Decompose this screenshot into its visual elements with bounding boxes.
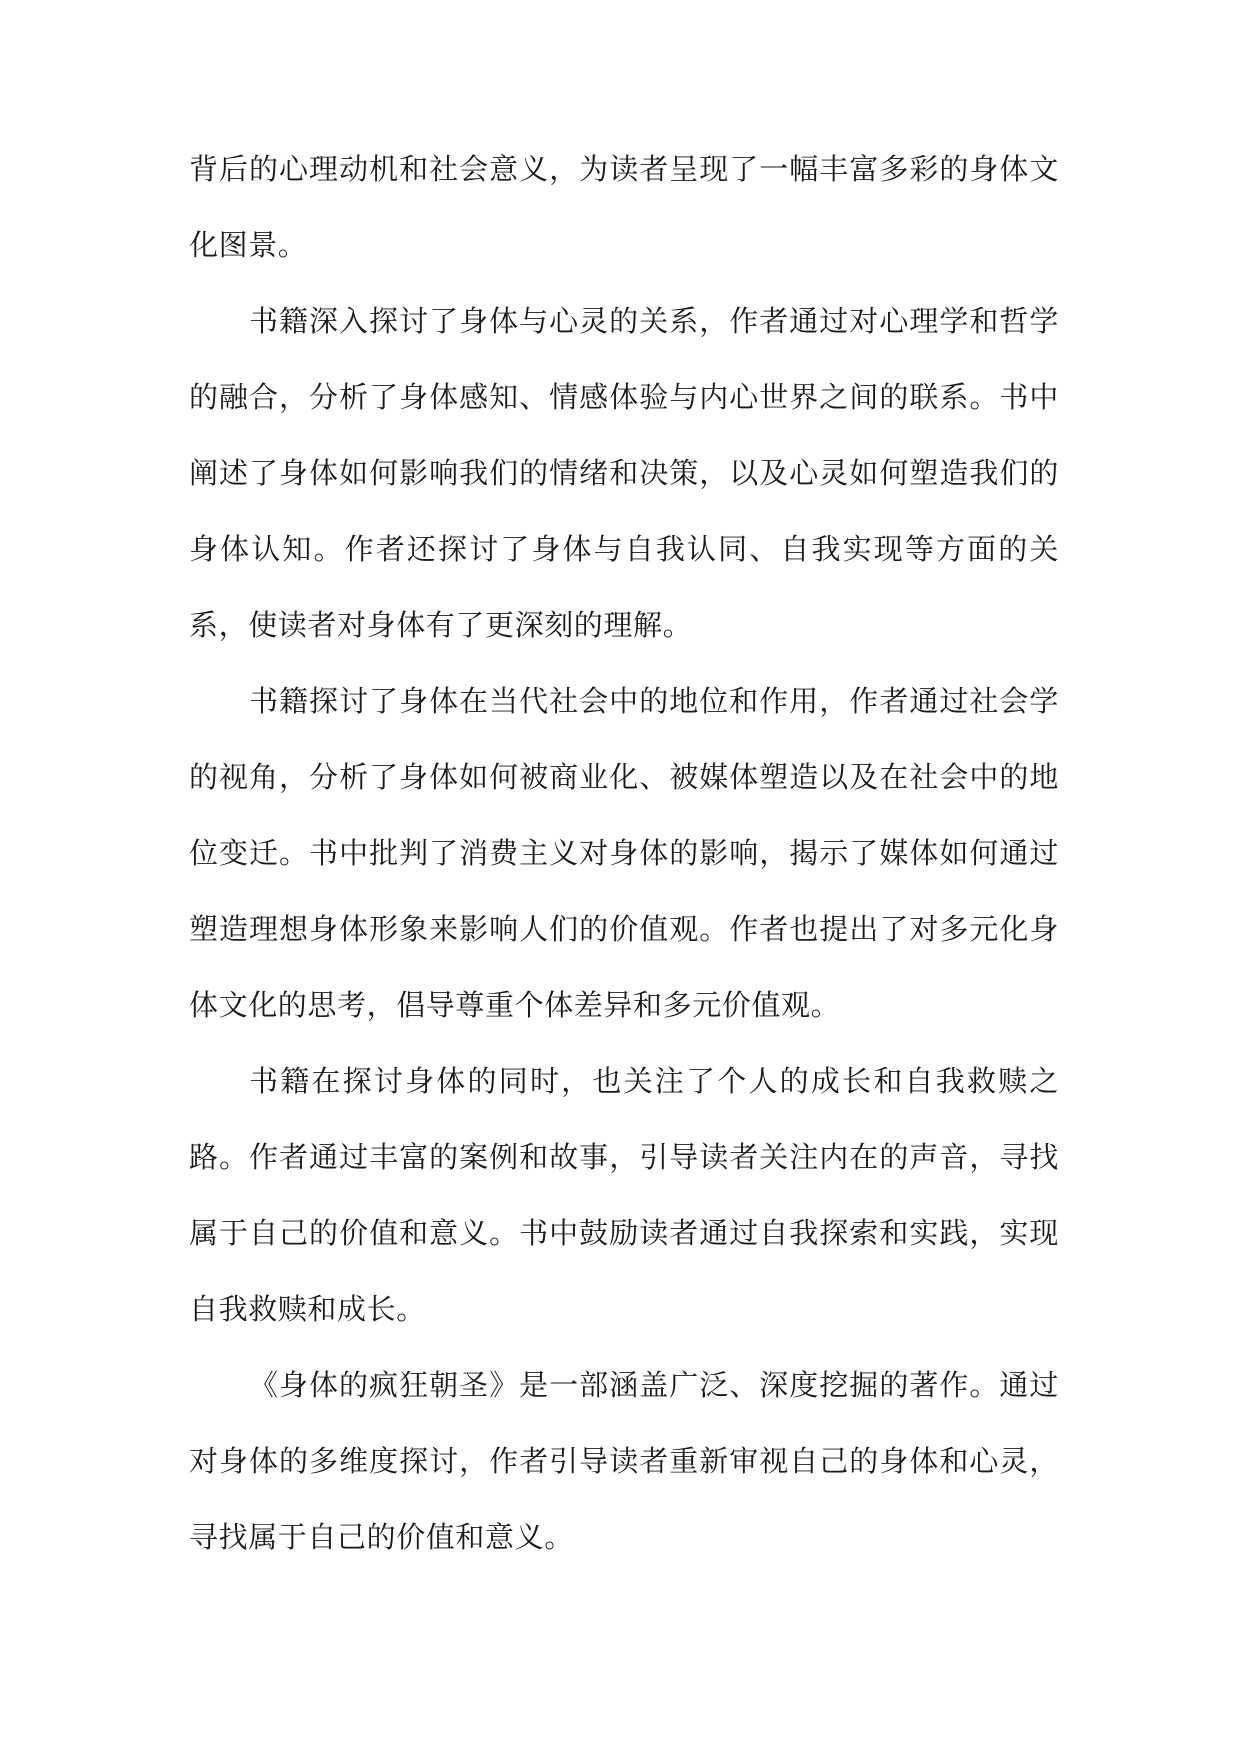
paragraph-growth-and-redemption: 书籍在探讨身体的同时，也关注了个人的成长和自我救赎之路。作者通过丰富的案例和故事，引导读者关注内在的声音，寻找属于自己的价值和意义。书中鼓励读者通过自我探索和实践，实现自我救赎和成长。 <box>189 1064 1059 1326</box>
body-text <box>189 131 1059 1575</box>
paragraph-conclusion: 《身体的疯狂朝圣》是一部涵盖广泛、深度挖掘的著作。通过对身体的多维度探讨，作者引导读者重新审视自己的身体和心灵，寻找属于自己的价值和意义。 <box>189 1368 1059 1554</box>
paragraph-continuation: 背后的心理动机和社会意义，为读者呈现了一幅丰富多彩的身体文化图景。 <box>189 152 1059 262</box>
paragraph-body-and-mind: 书籍深入探讨了身体与心灵的关系，作者通过对心理学和哲学的融合，分析了身体感知、情感体验与内心世界之间的联系。书中阐述了身体如何影响我们的情绪和决策，以及心灵如何塑造我们的身体认知。作者还探讨了身体与自我认同、自我实现等方面的关系，使读者对身体有了更深刻的理解。 <box>189 304 1059 642</box>
paragraph-body-in-society: 书籍探讨了身体在当代社会中的地位和作用，作者通过社会学的视角，分析了身体如何被商业化、被媒体塑造以及在社会中的地位变迁。书中批判了消费主义对身体的影响，揭示了媒体如何通过塑造理想身体形象来影响人们的价值观。作者也提出了对多元化身体文化的思考，倡导尊重个体差异和多元价值观。 <box>189 684 1059 1022</box>
